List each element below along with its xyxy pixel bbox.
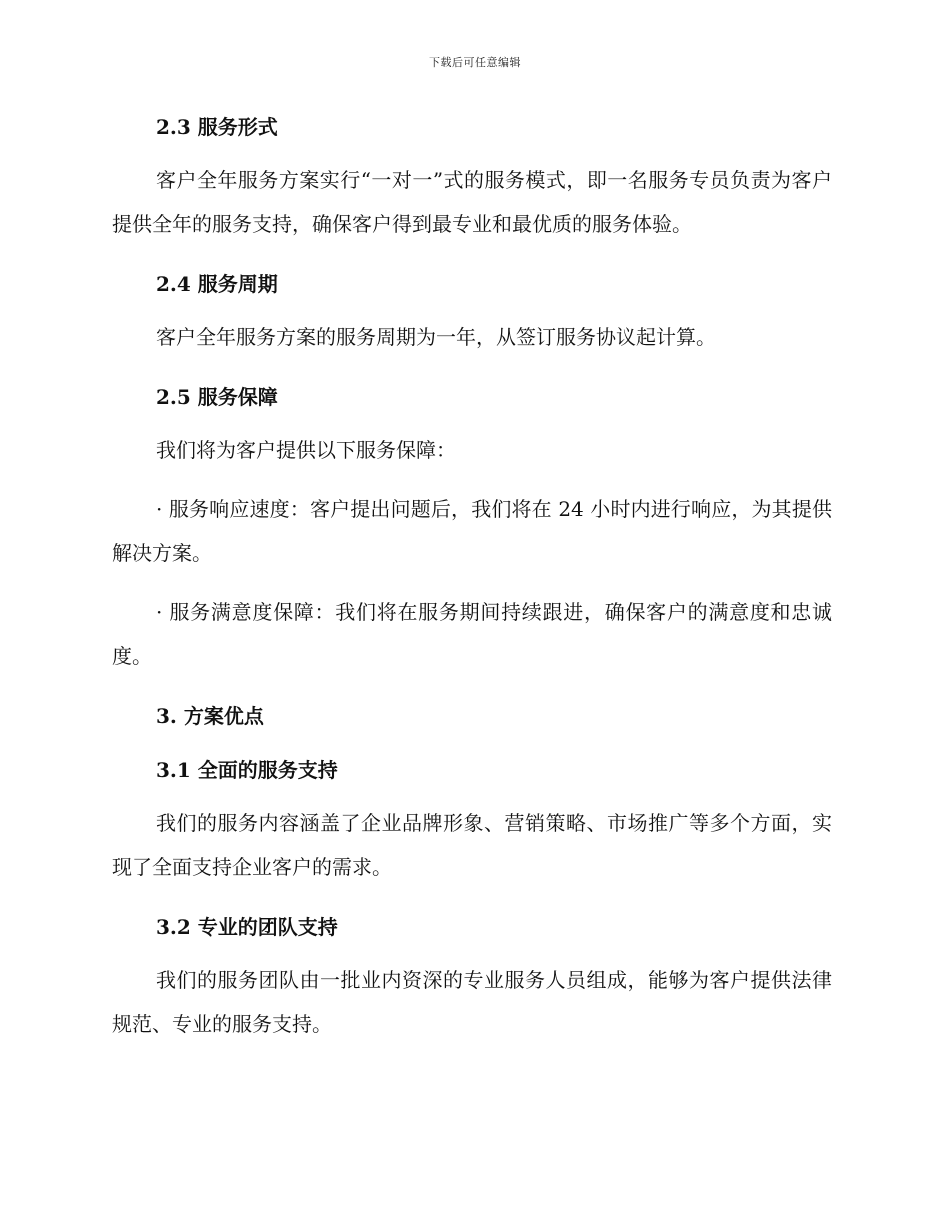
paragraph-full-support: 我们的服务内容涵盖了企业品牌形象、营销策略、市场推广等多个方面，实现了全面支持企业客户的需求。 <box>112 811 832 879</box>
paragraph-response-speed: · 服务响应速度：客户提出问题后，我们将在 24 小时内进行响应，为其提供解决方案。 <box>112 497 832 565</box>
paragraph-satisfaction: · 服务满意度保障：我们将在服务期间持续跟进，确保客户的满意度和忠诚度。 <box>112 600 832 668</box>
document-body <box>112 104 832 1061</box>
section-heading-3-1: 3.1 全面的服务支持 <box>156 758 338 782</box>
paragraph-team-support: 我们的服务团队由一批业内资深的专业服务人员组成，能够为客户提供法律规范、专业的服务支持。 <box>112 968 832 1036</box>
header-note: 下载后可任意编辑 <box>429 56 521 69</box>
section-heading-2-5: 2.5 服务保障 <box>156 385 278 409</box>
section-heading-3: 3. 方案优点 <box>156 704 264 728</box>
section-heading-3-2: 3.2 专业的团队支持 <box>156 915 338 939</box>
paragraph-service-form: 客户全年服务方案实行“一对一”式的服务模式，即一名服务专员负责为客户提供全年的服务支持，确保客户得到最专业和最优质的服务体验。 <box>112 168 832 236</box>
section-heading-2-3: 2.3 服务形式 <box>156 115 278 139</box>
paragraph-guarantee-intro: 我们将为客户提供以下服务保障： <box>156 438 456 462</box>
paragraph-service-period: 客户全年服务方案的服务周期为一年，从签订服务协议起计算。 <box>156 325 716 349</box>
section-heading-2-4: 2.4 服务周期 <box>156 272 278 296</box>
